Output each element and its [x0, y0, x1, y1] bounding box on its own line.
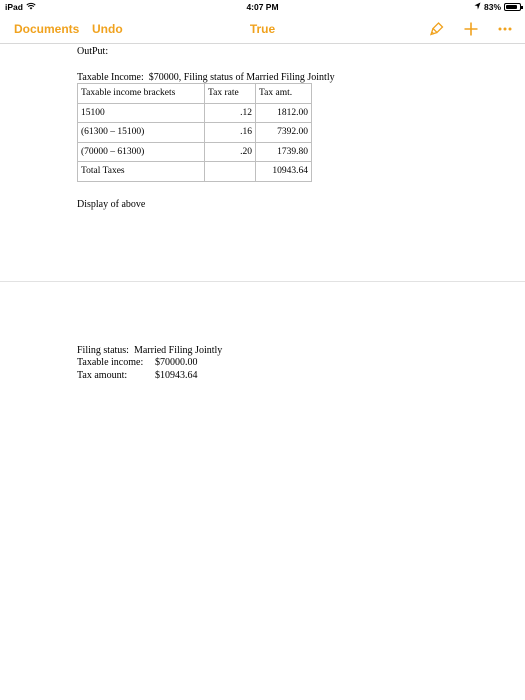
tax-table	[77, 83, 312, 182]
table-cell: 10943.64	[256, 162, 312, 182]
table-header-row	[78, 84, 312, 104]
display-label: Display of above	[77, 199, 146, 210]
status-time: 4:07 PM	[246, 2, 279, 12]
table-cell: 7392.00	[256, 123, 312, 143]
taxable-income-label: Taxable income:	[77, 357, 144, 368]
table-cell	[205, 162, 256, 182]
status-right	[474, 2, 521, 12]
table-row	[78, 103, 312, 123]
page-break	[0, 281, 525, 282]
table-cell: Total Taxes	[78, 162, 205, 182]
plus-icon[interactable]	[462, 20, 480, 38]
app-toolbar	[0, 14, 525, 44]
table-row	[78, 142, 312, 162]
device-label: iPad	[5, 2, 23, 12]
paintbrush-icon[interactable]	[428, 20, 446, 38]
summary-line: Taxable Income: $70000, Filing status of Married Filing Jointly	[77, 72, 335, 83]
table-header-cell: Tax rate	[205, 84, 256, 104]
battery-icon	[504, 3, 521, 11]
tax-amount-label: Tax amount:	[77, 370, 128, 381]
taxable-income-value: $70000.00	[155, 357, 198, 368]
table-cell: .20	[205, 142, 256, 162]
filing-status-line: Filing status: Married Filing Jointly	[77, 345, 223, 356]
status-bar	[0, 0, 525, 14]
battery-percent: 83%	[483, 2, 501, 12]
location-arrow-icon	[474, 2, 481, 12]
table-cell: 15100	[78, 103, 205, 123]
battery-level	[506, 5, 517, 9]
table-cell: (70000 – 61300)	[78, 142, 205, 162]
tax-amount-value: $10943.64	[155, 370, 198, 381]
output-label: OutPut:	[77, 46, 109, 57]
table-cell: (61300 – 15100)	[78, 123, 205, 143]
table-cell: 1739.80	[256, 142, 312, 162]
table-header-cell: Tax amt.	[256, 84, 312, 104]
table-cell: 1812.00	[256, 103, 312, 123]
table-cell: .12	[205, 103, 256, 123]
table-cell: .16	[205, 123, 256, 143]
table-header-cell: Taxable income brackets	[78, 84, 205, 104]
table-row	[78, 162, 312, 182]
more-icon[interactable]	[496, 20, 514, 38]
document-title: True	[249, 22, 276, 36]
undo-button[interactable]: Undo	[92, 22, 123, 36]
table-row	[78, 123, 312, 143]
documents-button[interactable]: Documents	[14, 22, 80, 36]
